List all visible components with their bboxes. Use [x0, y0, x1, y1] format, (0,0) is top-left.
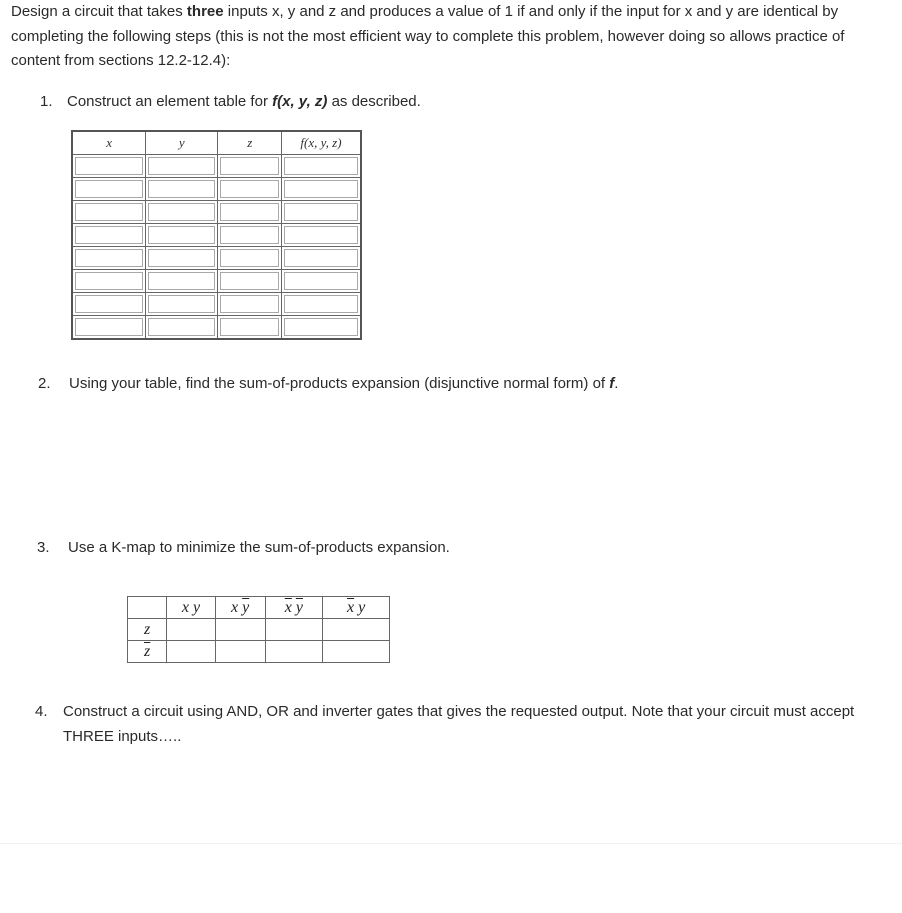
intro-text-part2: inputs x, y and z and produces a value of 1 if and only if the input for x and y are identical by completing the following steps (this is not the most efficient way to complete this problem, however doing so allows practice of content from sections 12.2-12.4):: [11, 3, 845, 69]
element-table-cell[interactable]: [72, 270, 146, 293]
k-map-row-header: [128, 619, 167, 641]
k-map-column-var: x: [231, 598, 239, 616]
element-table-cell[interactable]: [72, 247, 146, 270]
element-table-cell[interactable]: [282, 224, 361, 247]
element-table-cell[interactable]: [218, 155, 282, 178]
element-table-header-row: [72, 131, 361, 155]
k-map-table: [127, 596, 390, 663]
element-table-cell[interactable]: [146, 293, 218, 316]
step-3-number: 3.: [37, 539, 50, 556]
k-map-column-header: [265, 597, 323, 619]
page-divider: [0, 843, 902, 844]
problem-intro: [11, 0, 891, 74]
k-map-cell[interactable]: [265, 641, 323, 663]
element-table-cell[interactable]: [146, 155, 218, 178]
step-1: [40, 90, 421, 114]
k-map-column-var: x: [181, 598, 190, 616]
element-table-cell[interactable]: [72, 224, 146, 247]
element-table-cell[interactable]: [146, 201, 218, 224]
k-map-column-var-complement: $\overline{y}$: [295, 598, 303, 616]
element-table-cell[interactable]: [218, 178, 282, 201]
step-2-text: Using your table, find the sum-of-products expansion (disjunctive normal form) of: [69, 375, 610, 392]
intro-bold-three: three: [186, 3, 224, 20]
step-1-function: f(x, y, z): [272, 93, 328, 110]
step-2-number: 2.: [38, 375, 51, 392]
k-map-header-row: [128, 597, 390, 619]
step-1-text-after: as described.: [327, 93, 421, 110]
element-table-header-y: y: [146, 131, 218, 155]
element-table-cell[interactable]: [72, 178, 146, 201]
k-map-row-header: [128, 641, 167, 663]
k-map-column-var-complement: $\overline{y}$: [242, 598, 250, 616]
k-map-cell[interactable]: [323, 641, 390, 663]
element-table-row: [72, 178, 361, 201]
element-table-cell[interactable]: [282, 293, 361, 316]
element-table-cell[interactable]: [218, 270, 282, 293]
k-map-cell[interactable]: [167, 641, 215, 663]
element-table-row: [72, 270, 361, 293]
element-table-cell[interactable]: [282, 270, 361, 293]
element-table-cell[interactable]: [282, 178, 361, 201]
element-table-cell[interactable]: [282, 201, 361, 224]
k-map-cell[interactable]: [167, 619, 215, 641]
element-table-cell[interactable]: [218, 247, 282, 270]
element-table-cell[interactable]: [72, 293, 146, 316]
k-map-corner-cell: [128, 597, 167, 619]
step-1-text: Construct an element table for: [67, 93, 273, 110]
k-map-cell[interactable]: [215, 641, 265, 663]
k-map-column-var-complement: $\overline{x}$: [346, 598, 355, 616]
step-3-text: Use a K-map to minimize the sum-of-products expansion.: [68, 539, 450, 556]
element-table-cell[interactable]: [282, 316, 361, 340]
element-table: [71, 130, 362, 340]
element-table-cell[interactable]: [146, 247, 218, 270]
k-map-row: [128, 641, 390, 663]
step-1-number: 1.: [40, 93, 53, 110]
element-table-row: [72, 316, 361, 340]
element-table-cell[interactable]: [146, 178, 218, 201]
k-map-column-header: [167, 597, 215, 619]
element-table-cell[interactable]: [282, 247, 361, 270]
element-table-cell[interactable]: [218, 224, 282, 247]
k-map-row: [128, 619, 390, 641]
step-3: [37, 536, 450, 560]
k-map-row-var-complement: $\overline{z}$: [144, 642, 151, 660]
element-table-cell[interactable]: [72, 201, 146, 224]
step-2-function: f: [609, 375, 615, 392]
element-table-header-z: z: [218, 131, 282, 155]
k-map-column-var: y: [358, 598, 366, 616]
element-table-cell[interactable]: [146, 316, 218, 340]
element-table-row: [72, 224, 361, 247]
element-table-header-x: x: [72, 131, 146, 155]
step-4-number: 4.: [35, 703, 48, 720]
element-table-header-f: f(x, y, z): [282, 131, 361, 155]
k-map-column-header: [215, 597, 265, 619]
k-map-cell[interactable]: [215, 619, 265, 641]
step-2: [38, 372, 618, 396]
element-table-cell[interactable]: [218, 201, 282, 224]
step-4: [35, 699, 880, 749]
element-table-cell[interactable]: [72, 316, 146, 340]
element-table-cell[interactable]: [282, 155, 361, 178]
step-4-text: Construct a circuit using AND, OR and inverter gates that gives the requested output. Note that your circuit must accept THREE inputs…..: [63, 703, 855, 745]
step-2-text-after: .: [614, 375, 619, 392]
element-table-cell[interactable]: [218, 316, 282, 340]
k-map-column-header: [323, 597, 390, 619]
element-table-row: [72, 201, 361, 224]
k-map-row-var: z: [144, 620, 151, 638]
intro-text-part1: Design a circuit that takes: [11, 3, 187, 20]
k-map-cell[interactable]: [265, 619, 323, 641]
k-map-column-var-complement: $\overline{x}$: [284, 598, 292, 616]
element-table-row: [72, 247, 361, 270]
k-map-cell[interactable]: [323, 619, 390, 641]
element-table-row: [72, 293, 361, 316]
k-map-column-var: y: [193, 598, 201, 616]
element-table-cell[interactable]: [72, 155, 146, 178]
element-table-row: [72, 155, 361, 178]
element-table-cell[interactable]: [146, 270, 218, 293]
element-table-cell[interactable]: [146, 224, 218, 247]
element-table-cell[interactable]: [218, 293, 282, 316]
